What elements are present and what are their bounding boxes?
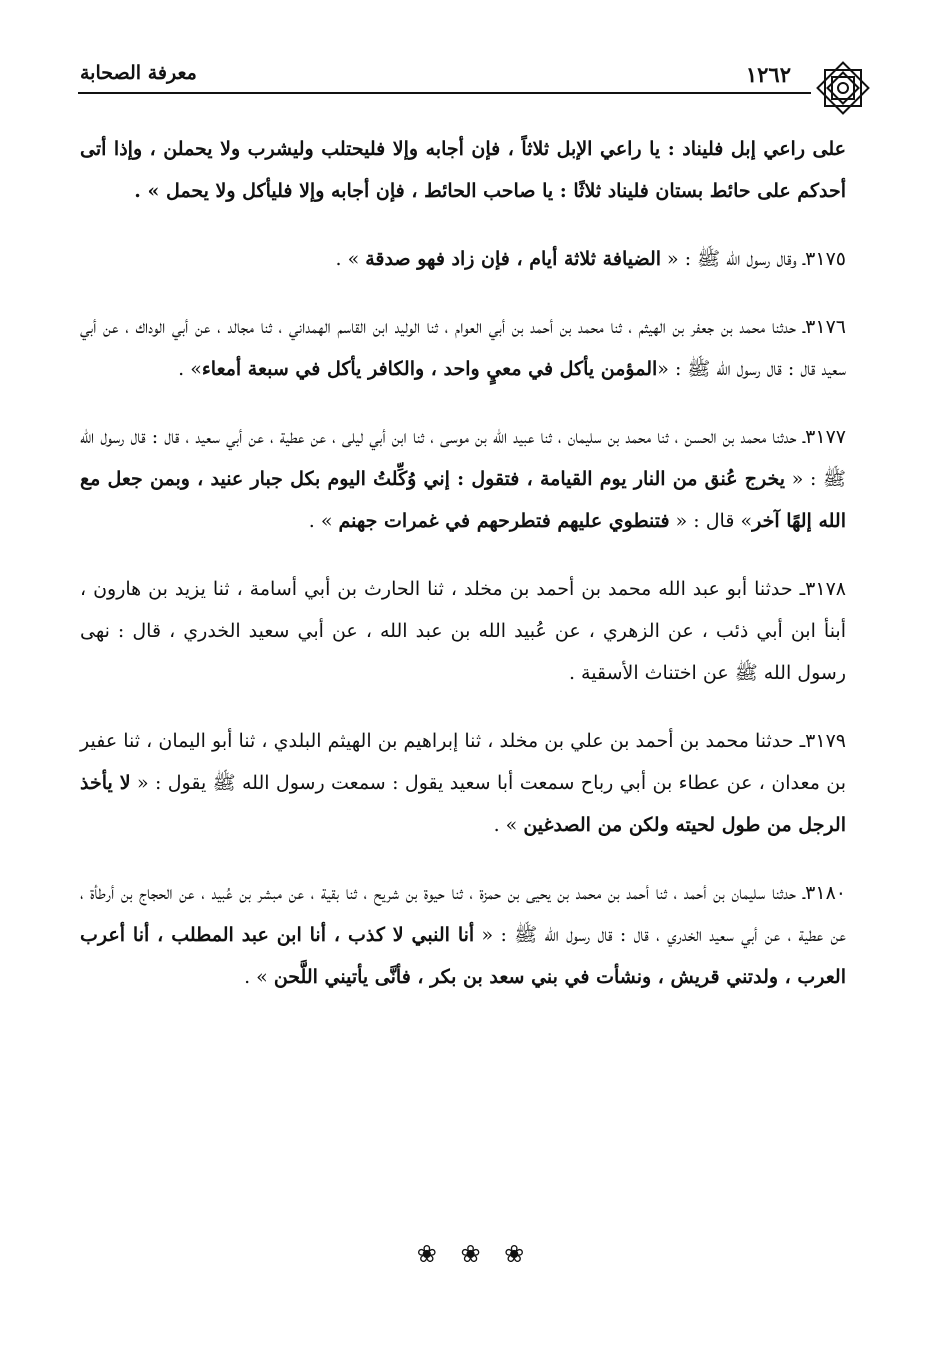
matn-text: أنا النبي لا كذب ، أنا ابن عبد المطلب ، أنا أعرب العرب ، ولدتني قريش ، ونشأت في بني سعد بن بكر ، فأنَّى يأتيني اللَّحن <box>80 924 846 988</box>
header-rule <box>78 92 811 94</box>
isnad-text: ٣١٧٩ـ حدثنا محمد بن أحمد بن علي بن مخلد ، ثنا إبراهيم بن الهيثم البلدي ، ثنا أبو اليمان ، ثنا عفير بن معدان ، عن عطاء بن أبي رباح سمعت أبا سعيد يقول : سمعت رسول الله ﷺ يقول : « <box>80 730 847 794</box>
matn-text: المؤمن يأكل في معيٍ واحد ، والكافر يأكل في سبعة أمعاء <box>201 358 658 380</box>
closing-text: » . <box>244 966 274 988</box>
matn-text: الضيافة ثلاثة أيام ، فإن زاد فهو صدقة <box>365 248 662 270</box>
matn-text: لا يأخذ الرجل من طول لحيته ولكن من الصدغين <box>80 772 846 836</box>
hadith-3178 <box>80 568 846 694</box>
page-header <box>78 58 873 110</box>
isnad-text: ٣١٧٧ـ حدثنا محمد بن الحسن ، ثنا محمد بن سليمان ، ثنا عبيد الله بن موسى ، ثنا ابن أبي ليلى ، عن عطية ، عن أبي سعيد ، قال : قال رسول الله ﷺ : « <box>80 426 846 490</box>
page-number: ١٢٦٢ <box>745 62 791 87</box>
isnad-text: ٣١٨٠ـ حدثنا سليمان بن أحمد ، ثنا أحمد بن محمد بن يحيى بن حمزة ، ثنا حيوة بن شريح ، ثنا بقية ، عن مبشر بن عُبيد ، عن الحجاج بن أرطأة ، عن عطية ، عن أبي سعيد الخدري ، قال : قال رسول الله ﷺ : « <box>80 882 846 946</box>
closing-text: » . <box>308 510 339 532</box>
hadith-3177 <box>80 416 846 542</box>
hadith-3176 <box>80 306 846 390</box>
matn-text: على راعي إبل فليناد : يا راعي الإبل ثلاثاً ، فإن أجابه وإلا فليحتلب وليشرب ولا يحملن ، وإذا أتى أحدكم على حائط بستان فليناد ثلاثًا : يا صاحب الحائط ، فإن أجابه وإلا فليأكل ولا يحمل » . <box>80 138 846 202</box>
isnad-text: ٣١٧٨ـ حدثنا أبو عبد الله محمد بن أحمد بن مخلد ، ثنا الحارث بن أبي أسامة ، ثنا يزيد بن هارون ، أبنأ ابن أبي ذئب ، عن الزهري ، عن عُبيد الله بن عبد الله ، عن أبي سعيد الخدري ، قال : نهى رسول الله ﷺ عن اختناث الأسقية . <box>80 578 846 684</box>
matn-text: يخرج عُنق من النار يوم القيامة ، فتقول : إني وُكِّلتُ اليوم بكل جبار عنيد ، وبمن جعل مع الله إلهًا آخر <box>80 468 846 532</box>
hadith-3179 <box>80 720 846 846</box>
paragraph <box>80 128 846 212</box>
isnad-text: ٣١٧٦ـ حدثنا محمد بن جعفر بن الهيثم ، ثنا محمد بن أحمد بن أبي العوام ، ثنا الوليد ابن القاسم الهمداني ، ثنا مجالد ، عن أبي الوداك ، عن أبي سعيد قال : قال رسول الله ﷺ : « <box>80 316 846 380</box>
star-ornament-icon <box>813 58 873 118</box>
closing-text: » . <box>493 814 524 836</box>
page-body <box>80 128 846 1024</box>
isnad-text: ٣١٧٥ـ وقال رسول الله ﷺ : « <box>661 248 846 270</box>
closing-text: » . <box>335 248 366 270</box>
end-marker-icon: ❀ ❀ ❀ <box>416 1240 533 1268</box>
hadith-3180 <box>80 872 846 998</box>
matn-text: فتنطوي عليهم فتطرحهم في غمرات جهنم <box>338 510 670 532</box>
closing-text: » . <box>178 358 202 380</box>
book-title: معرفة الصحابة <box>80 62 197 84</box>
hadith-3175 <box>80 238 846 280</box>
connector-text: » قال : « <box>669 510 753 532</box>
